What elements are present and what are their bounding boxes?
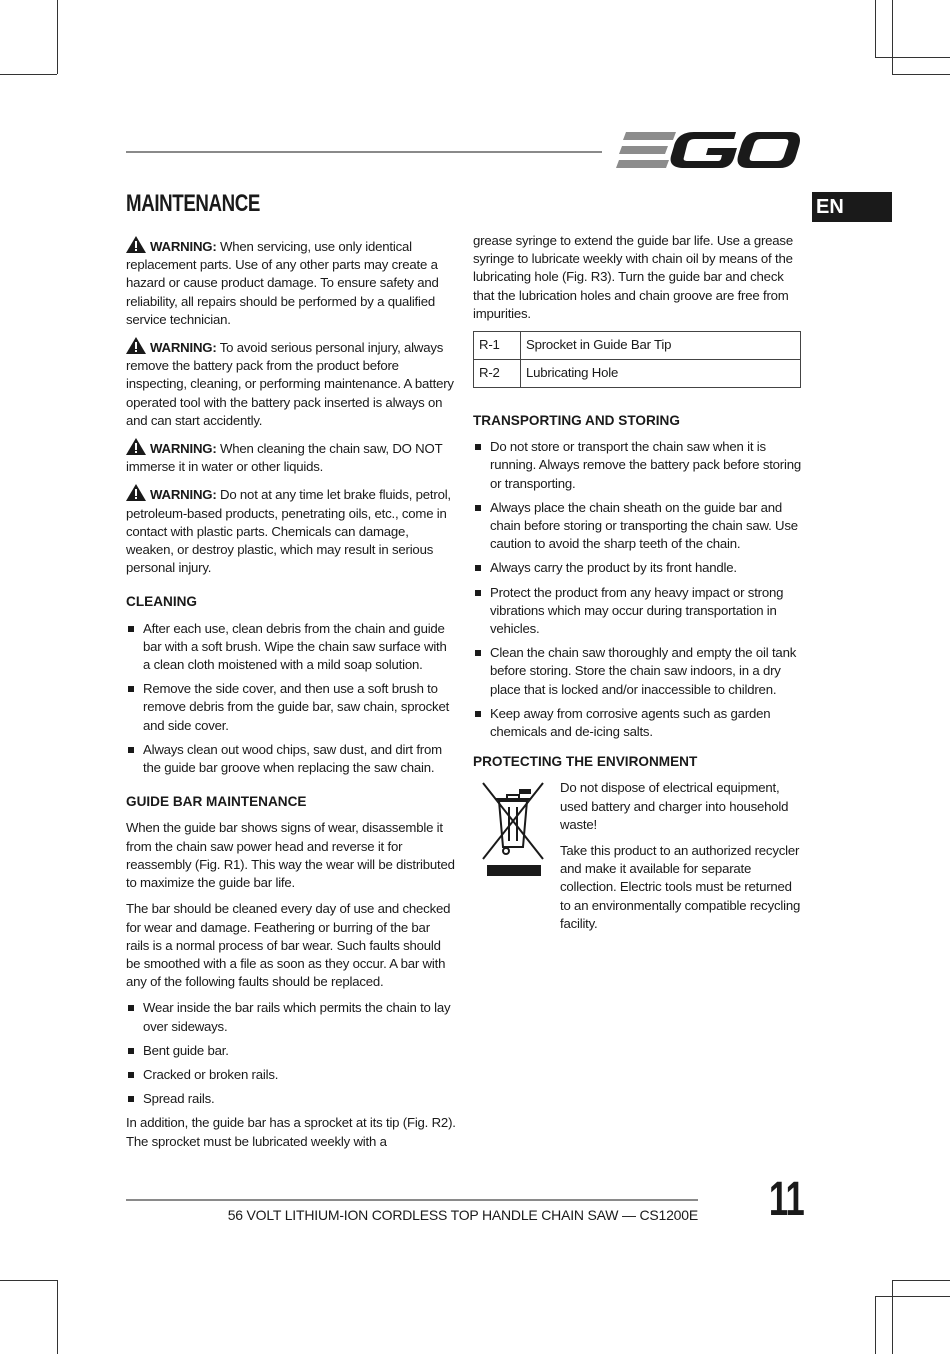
warning-label: WARNING: [150,340,217,356]
environment-heading: PROTECTING THE ENVIRONMENT [473,754,698,770]
footer-product-title: 56 VOLT LITHIUM-ION CORDLESS TOP HANDLE CHAIN SAW — CS1200E [227,1207,698,1223]
warning-text: When servicing, use only identical replacement parts. Use of any other parts may create a hazard or cause product damage. To ensure safety and reliability, all repairs should be performed by a qualified service technician. [126,239,439,327]
crop-mark [875,57,950,58]
warning-block [126,438,456,476]
warning-label: WARNING: [150,239,217,254]
list-item: Keep away from corrosive agents such as garden chemicals and de-icing salts. [473,705,803,741]
table-cell-key: R-1 [474,332,521,360]
crop-mark [57,1280,58,1354]
list-item: Spread rails. [126,1090,456,1108]
continuation-paragraph: grease syringe to extend the guide bar life. Use a grease syringe to lubricate weekly with chain oil by means of the lubricating hole (Fig. R3). Turn the guide bar and check that the lubrication holes and chain groove are free from impurities. [473,233,793,321]
list-item: Remove the side cover, and then use a soft brush to remove debris from the guide bar, saw chain, sprocket and side cover. [126,680,456,735]
warning-label: WARNING: [150,487,217,503]
guide-bar-paragraph: In addition, the guide bar has a sprocket at its tip (Fig. R2). The sprocket must be lubricated weekly with a [126,1115,456,1149]
table-cell-value: Lubricating Hole [521,360,801,388]
right-column [473,232,803,929]
guide-bar-paragraph: The bar should be cleaned every day of use and checked for wear and damage. Feathering or burring of the bar rails is a normal process of bar wear. Such faults should be smoothed with a file as soon as they occur. A bar with any of the following faults should be replaced. [126,901,451,990]
crop-mark [875,1296,950,1297]
environment-paragraph: Take this product to an authorized recycler and make it available for separate collection. Electric tools must be returned to an environmentally compatible recycling facility. [560,843,801,931]
crop-mark [892,0,893,74]
warning-block [126,236,456,329]
transport-list [473,438,803,741]
weee-crossed-bin-icon [481,779,545,879]
list-item: Always carry the product by its front handle. [473,559,803,577]
warning-icon [126,484,146,501]
cleaning-list [126,620,456,778]
list-item: Do not store or transport the chain saw when it is running. Always remove the battery pack before storing or transporting. [473,438,803,493]
list-item: Clean the chain saw thoroughly and empty the oil tank before storing. Store the chain saw indoors, in a dry place that is locked and/or inaccessible to children. [473,644,803,699]
page-number: 11 [768,1173,804,1226]
warning-text: When cleaning the chain saw, DO NOT immerse it in water or other liquids. [126,441,443,475]
crop-mark [892,1280,893,1354]
transport-heading: TRANSPORTING AND STORING [473,413,680,429]
list-item: Wear inside the bar rails which permits the chain to lay over sideways. [126,999,456,1035]
table-cell-value: Sprocket in Guide Bar Tip [521,332,801,360]
list-item: Protect the product from any heavy impact or strong vibrations which may occur during transportation in vehicles. [473,584,803,639]
crop-mark [0,74,57,75]
list-item: Bent guide bar. [126,1042,456,1060]
warning-block [126,337,456,430]
crop-mark [57,0,58,74]
crop-mark [875,1296,876,1354]
guide-bar-paragraph: When the guide bar shows signs of wear, disassemble it from the chain saw power head and reverse it for reassembly (Fig. R1). This way the wear will be distributed to maximize the guide bar life. [126,820,455,891]
ego-logo [616,128,800,172]
list-item: After each use, clean debris from the chain and guide bar with a soft brush. Wipe the chain saw surface with a clean cloth moistened with a mild soap solution. [126,620,456,675]
list-item: Cracked or broken rails. [126,1066,456,1084]
crop-mark [875,0,876,57]
environment-text [560,779,803,941]
environment-paragraph: Do not dispose of electrical equipment, used battery and charger into household waste! [560,780,789,832]
crop-mark [0,1280,57,1281]
footer-rule [126,1199,698,1201]
warning-icon [126,236,146,253]
warning-label: WARNING: [150,441,217,457]
language-tab: EN [812,192,892,222]
page-title: MAINTENANCE [126,190,261,217]
cleaning-heading: CLEANING [126,594,197,610]
guide-bar-heading: GUIDE BAR MAINTENANCE [126,794,307,810]
header-rule [126,151,602,153]
table-row [474,360,801,388]
crop-mark [892,1280,950,1281]
warning-icon [126,438,146,455]
table-cell-key: R-2 [474,360,521,388]
table-row [474,332,801,360]
fault-list [126,999,456,1108]
crop-mark [892,74,950,75]
list-item: Always clean out wood chips, saw dust, and dirt from the guide bar groove when replacing the saw chain. [126,741,456,777]
list-item: Always place the chain sheath on the guide bar and chain before storing or transporting the chain saw. Use caution to avoid the sharp teeth of the chain. [473,499,803,554]
warning-icon [126,337,146,354]
warning-text: Do not at any time let brake fluids, petrol, petroleum-based products, penetrating oils, etc., come in contact with plastic parts. Chemicals can damage, weaken, or destroy plastic, which may result in serious personal injury. [126,487,451,576]
warning-text: To avoid serious personal injury, always remove the battery pack from the product before inspecting, cleaning, or performing maintenance. A battery operated tool with the battery pack inserted is always on and can start accidently. [126,340,454,428]
environment-block [473,779,803,929]
parts-table [473,331,801,388]
warning-block [126,484,456,577]
left-column [126,236,456,1159]
